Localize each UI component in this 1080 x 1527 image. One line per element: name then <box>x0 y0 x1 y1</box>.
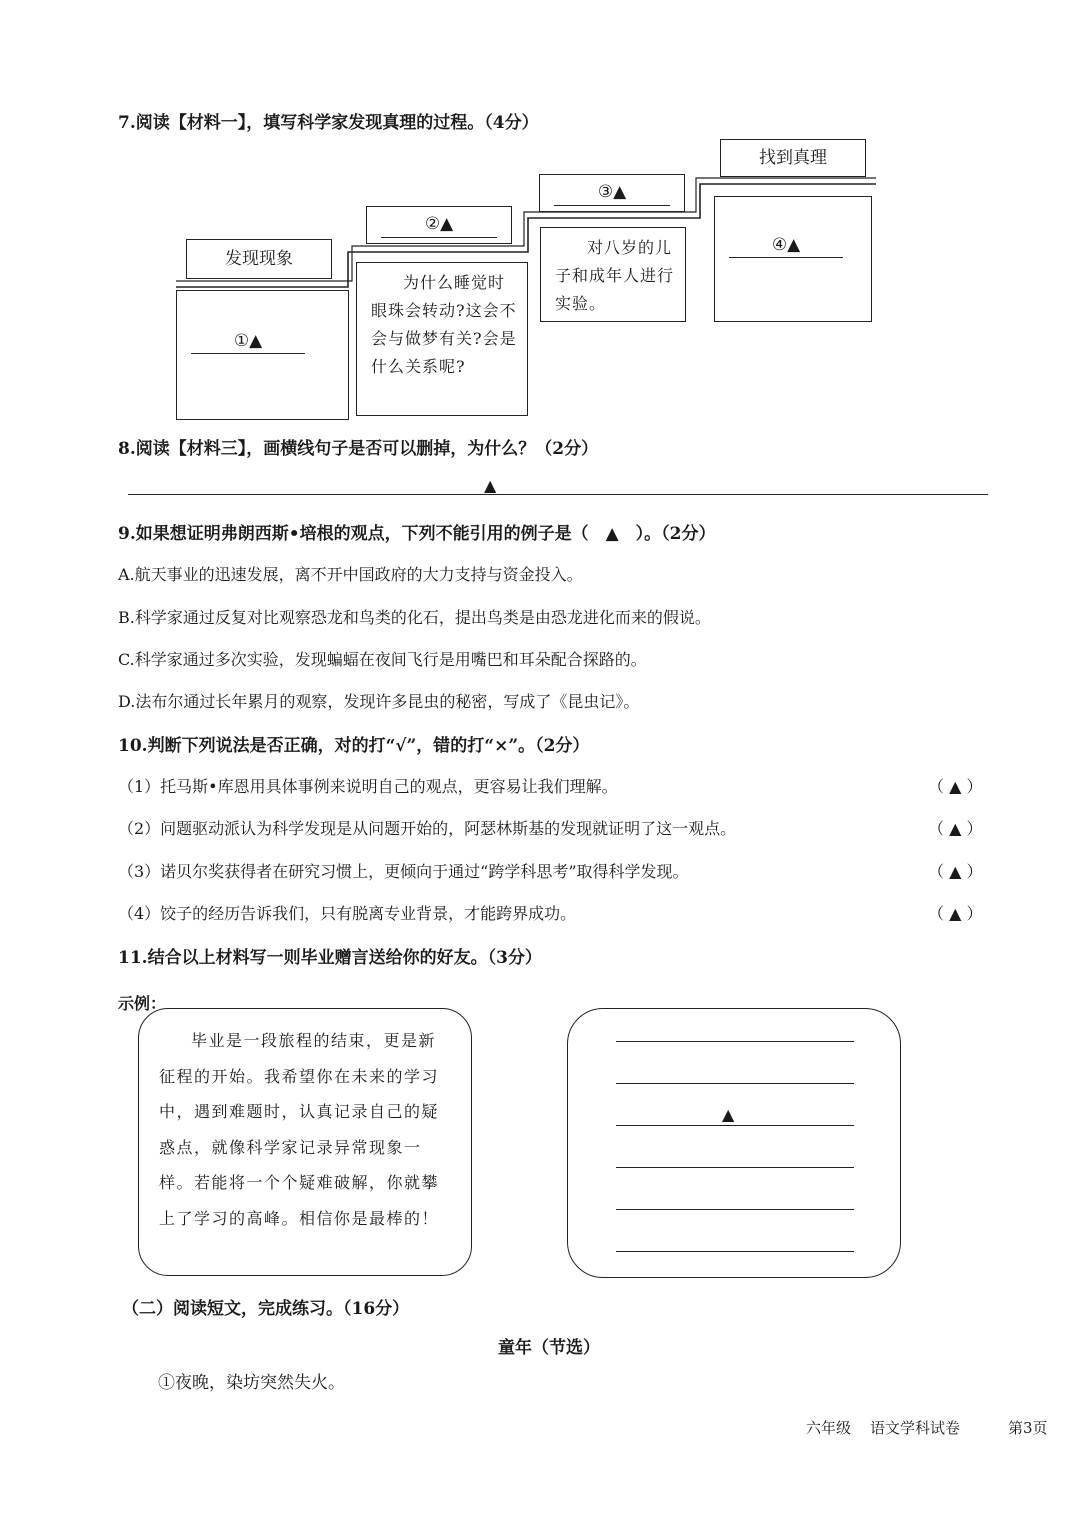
q11-title: 11.结合以上材料写一则毕业赠言送给你的好友。（3分） <box>118 948 542 968</box>
answer-line <box>616 1251 854 1252</box>
passage-first-line: ①夜晚，染坊突然失火。 <box>158 1373 345 1393</box>
q7-title: 7.阅读【材料一】，填写科学家发现真理的过程。（4分） <box>118 113 539 133</box>
q9-title: 9.如果想证明弗朗西斯•培根的观点，下列不能引用的例子是（ ▲ ）。（2分） <box>118 524 716 544</box>
box4-answer: ④▲ <box>729 233 843 258</box>
q10-title: 10.判断下列说法是否正确，对的打“√”，错的打“×”。（2分） <box>118 736 590 756</box>
q10-item-1: （1）托马斯•库恩用具体事例来说明自己的观点，更容易让我们理解。 <box>118 777 618 796</box>
q9-option-d: D.法布尔通过长年累月的观察，发现许多昆虫的秘密，写成了《昆虫记》。 <box>118 692 640 711</box>
q10-answer-2[interactable]: （ ▲ ） <box>928 819 983 838</box>
footer-subject: 语文学科试卷 <box>870 1419 961 1437</box>
q10-answer-3[interactable]: （ ▲ ） <box>928 862 983 881</box>
answer-line <box>616 1167 854 1168</box>
box1-answer: ①▲ <box>191 329 305 354</box>
step4-label: 找到真理 <box>759 148 827 168</box>
stair-lines <box>0 0 1080 440</box>
q9-option-c: C.科学家通过多次实验，发现蝙蝠在夜间飞行是用嘴巴和耳朵配合探路的。 <box>118 650 647 669</box>
answer-line <box>616 1125 854 1126</box>
step2-label: ②▲ <box>381 207 497 238</box>
answer-line <box>616 1083 854 1084</box>
step1-box <box>186 239 332 279</box>
q10-answer-4[interactable]: （ ▲ ） <box>928 904 983 923</box>
box3-text: 对八岁的儿子和成年人进行实验。 <box>555 238 675 313</box>
q8-answer-line[interactable] <box>128 494 988 495</box>
detail-box-1 <box>176 290 349 420</box>
section2-title: （二）阅读短文，完成练习。（16分） <box>122 1299 410 1319</box>
q10-item-4: （4）饺子的经历告诉我们，只有脱离专业背景，才能跨界成功。 <box>118 904 577 923</box>
example-text: 毕业是一段旅程的结束，更是新征程的开始。我希望你在未来的学习中，遇到难题时，认真记录自己的疑惑点，就像科学家记录异常现象一样。若能将一个个疑难破解，你就攀上了学习的高峰。相信你是最棒的！ <box>159 1031 440 1228</box>
step2-box <box>366 206 512 244</box>
detail-box-3 <box>540 227 686 322</box>
answer-line <box>616 1209 854 1210</box>
detail-box-2 <box>356 262 528 416</box>
example-label: 示例： <box>118 994 167 1013</box>
step4-box <box>720 139 866 177</box>
q9-option-b: B.科学家通过反复对比观察恐龙和鸟类的化石，提出鸟类是由恐龙进化而来的假说。 <box>118 608 711 627</box>
q10-answer-1[interactable]: （ ▲ ） <box>928 777 983 796</box>
footer-grade: 六年级 <box>806 1419 852 1437</box>
q8-answer-mark: ▲ <box>484 476 497 495</box>
example-box <box>138 1008 472 1276</box>
q10-item-3: （3）诺贝尔奖获得者在研究习惯上，更倾向于通过“跨学科思考”取得科学发现。 <box>118 862 689 881</box>
step3-box <box>539 174 685 212</box>
step3-label: ③▲ <box>554 175 670 206</box>
answer-box[interactable] <box>567 1008 901 1278</box>
detail-box-4 <box>714 196 872 322</box>
answer-mark: ▲ <box>722 1105 735 1124</box>
q8-title: 8.阅读【材料三】，画横线句子是否可以删掉，为什么？（2分） <box>118 439 599 459</box>
passage-title: 童年（节选） <box>498 1338 600 1358</box>
box2-text: 为什么睡觉时眼珠会转动?这会不会与做梦有关?会是什么关系呢? <box>371 273 517 376</box>
footer-page: 第3页 <box>1008 1419 1048 1437</box>
step1-label: 发现现象 <box>225 249 293 269</box>
q10-item-2: （2）问题驱动派认为科学发现是从问题开始的，阿瑟林斯基的发现就证明了这一观点。 <box>118 819 737 838</box>
answer-line <box>616 1041 854 1042</box>
q9-option-a: A.航天事业的迅速发展，离不开中国政府的大力支持与资金投入。 <box>118 565 583 584</box>
